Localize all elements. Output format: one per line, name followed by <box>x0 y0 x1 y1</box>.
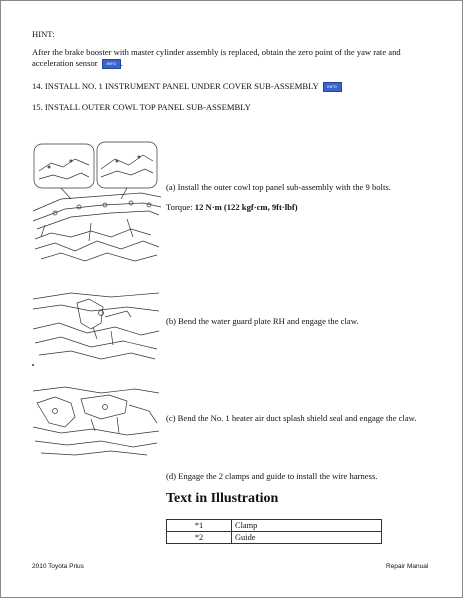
table-row <box>167 532 382 544</box>
hint-line-1: After the brake booster with master cylinder assembly is replaced, obtain the zero point of the yaw rate and <box>32 47 401 57</box>
table-row <box>167 520 382 532</box>
water-guard-illustration <box>31 289 161 369</box>
info-link-step-14[interactable]: INFO <box>323 82 342 92</box>
substep-b: (b) Bend the water guard plate RH and engage the claw. <box>166 316 359 326</box>
hint-line-2-end: . <box>120 58 123 68</box>
footer-vehicle: 2010 Toyota Prius <box>32 563 84 570</box>
table-cell-mark: *2 <box>167 532 232 544</box>
torque-label: Torque: <box>166 202 193 212</box>
step-14 <box>32 81 342 92</box>
table-cell-mark: *1 <box>167 520 232 532</box>
substep-c: (c) Bend the No. 1 heater air duct splash shield seal and engage the claw. <box>166 413 417 423</box>
splash-shield-illustration <box>31 383 161 459</box>
illustration-heading: Text in Illustration <box>166 491 279 506</box>
footer-manual: Repair Manual <box>386 563 429 570</box>
substep-d: (d) Engage the 2 clamps and guide to install the wire harness. <box>166 471 378 481</box>
table-cell-text: Guide <box>232 532 382 544</box>
step-15: 15. INSTALL OUTER COWL TOP PANEL SUB-ASSEMBLY <box>32 102 251 112</box>
cowl-panel-illustration <box>31 141 163 269</box>
step-14-text: 14. INSTALL NO. 1 INSTRUMENT PANEL UNDER COVER SUB-ASSEMBLY <box>32 81 319 91</box>
info-link-yaw-rate[interactable]: INFO <box>102 59 121 69</box>
table-cell-text: Clamp <box>232 520 382 532</box>
hint-line-2-text: acceleration sensor <box>32 58 98 68</box>
hint-line-2 <box>32 58 123 69</box>
illustration-table <box>166 519 382 544</box>
substep-a: (a) Install the outer cowl top panel sub-assembly with the 9 bolts. <box>166 182 391 192</box>
hint-label: HINT: <box>32 29 55 39</box>
torque-spec <box>166 202 298 213</box>
torque-value: 12 N·m (122 kgf·cm, 9ft·lbf) <box>194 202 298 212</box>
